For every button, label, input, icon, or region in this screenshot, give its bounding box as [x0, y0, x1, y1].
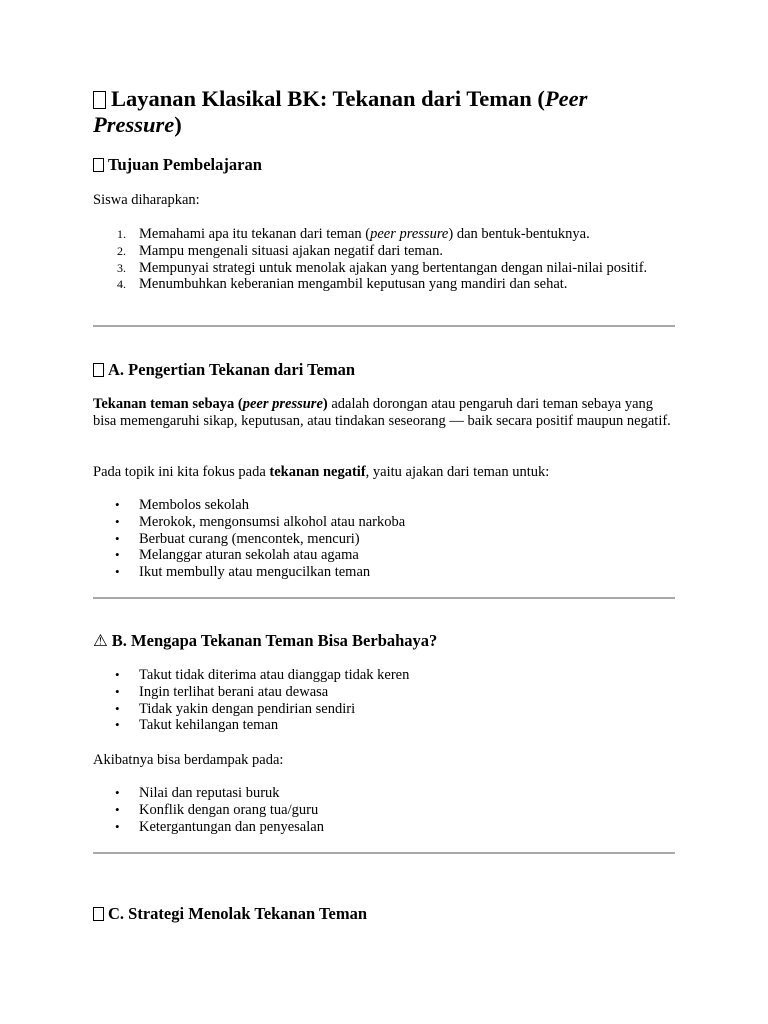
section-b-heading: ⚠ B. Mengapa Tekanan Teman Bisa Berbahaya? [93, 631, 438, 650]
page-title: Layanan Klasikal BK: Tekanan dari Teman (Peer Pressure) [93, 86, 588, 137]
tujuan-intro: Siswa diharapkan: [93, 192, 200, 208]
effects-list [93, 785, 677, 835]
divider [93, 325, 675, 327]
divider [93, 852, 675, 854]
list-item: • Merokok, mengonsumsi alkohol atau narkoba [115, 513, 406, 530]
shield-icon [93, 907, 104, 921]
target-icon [93, 158, 104, 172]
warning-icon: ⚠ [93, 631, 108, 650]
list-item: • Ingin terlihat berani atau dewasa [115, 683, 329, 700]
list-item: 4. Menumbuhkan keberanian mengambil keputusan yang mandiri dan sehat. [117, 276, 568, 293]
focus-paragraph: Pada topik ini kita fokus pada tekanan negatif, yaitu ajakan dari teman untuk: [93, 464, 550, 480]
tujuan-list [93, 226, 677, 293]
definition-paragraph: Tekanan teman sebaya (peer pressure) adalah dorongan atau pengaruh dari teman sebaya yang bisa memengaruhi sikap, keputusan, atau tindakan seseorang — baik secara positif maupun negatif. [93, 396, 671, 429]
memo-icon [93, 91, 106, 109]
list-item: • Melanggar aturan sekolah atau agama [115, 547, 359, 564]
list-item: • Konflik dengan orang tua/guru [115, 801, 319, 818]
tujuan-heading: Tujuan Pembelajaran [93, 155, 262, 175]
negative-pressure-list [93, 497, 677, 581]
list-item: • Ketergantungan dan penyesalan [115, 818, 324, 835]
list-item: • Ikut membully atau mengucilkan teman [115, 564, 371, 581]
list-item: • Takut kehilangan teman [115, 717, 279, 734]
list-item: • Membolos sekolah [115, 497, 249, 513]
list-item: 1. Memahami apa itu tekanan dari teman (peer pressure) dan bentuk-bentuknya. [117, 226, 590, 242]
list-item: • Nilai dan reputasi buruk [115, 785, 280, 801]
list-item: • Takut tidak diterima atau dianggap tidak keren [115, 667, 410, 683]
list-item: • Tidak yakin dengan pendirian sendiri [115, 700, 356, 717]
section-c-heading: C. Strategi Menolak Tekanan Teman [93, 904, 367, 924]
list-item: 3. Mempunyai strategi untuk menolak ajakan yang bertentangan dengan nilai-nilai positif. [117, 259, 648, 276]
list-item: 2. Mampu mengenali situasi ajakan negatif dari teman. [117, 242, 443, 259]
danger-reasons-list [93, 667, 677, 734]
list-item: • Berbuat curang (mencontek, mencuri) [115, 530, 360, 547]
akibat-paragraph: Akibatnya bisa berdampak pada: [93, 752, 284, 768]
book-icon [93, 363, 104, 377]
section-a-heading: A. Pengertian Tekanan dari Teman [93, 360, 355, 380]
divider [93, 597, 675, 599]
